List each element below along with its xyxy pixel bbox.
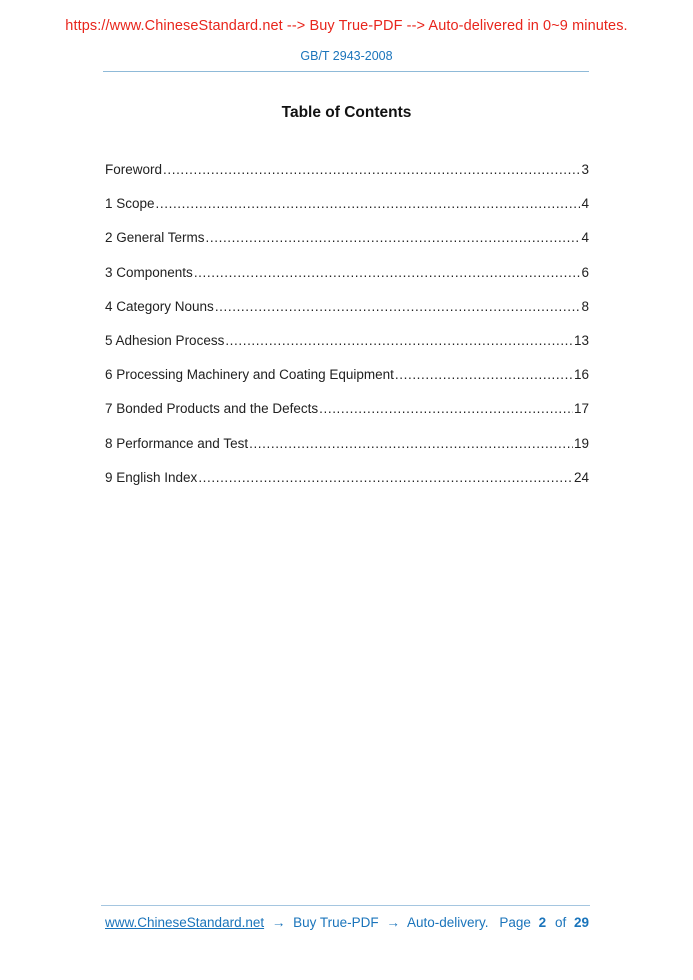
footer-promo bbox=[105, 915, 492, 930]
page-total: 29 bbox=[573, 915, 589, 930]
toc-entry-page: 4 bbox=[581, 230, 589, 246]
page-indicator bbox=[499, 915, 589, 930]
toc-entry bbox=[105, 402, 589, 416]
toc-entry-label: 5 Adhesion Process bbox=[105, 332, 225, 348]
toc-entry-page: 24 bbox=[573, 469, 589, 485]
toc-leader-dots bbox=[319, 402, 573, 416]
toc-entry bbox=[105, 471, 589, 485]
toc-entry bbox=[105, 197, 589, 211]
toc-entry-label: 6 Processing Machinery and Coating Equipment bbox=[105, 367, 394, 383]
toc-entry-label: 4 Category Nouns bbox=[105, 298, 214, 314]
footer-rule bbox=[101, 905, 590, 906]
toc-entry-page: 6 bbox=[581, 264, 589, 280]
toc-entry bbox=[105, 231, 589, 245]
toc-entry-label: 9 English Index bbox=[105, 469, 198, 485]
toc-leader-dots bbox=[225, 334, 573, 348]
toc-leader-dots bbox=[249, 437, 573, 451]
toc-leader-dots bbox=[215, 300, 581, 314]
toc-leader-dots bbox=[163, 163, 580, 177]
toc-entry-page: 13 bbox=[573, 332, 589, 348]
toc-entry-page: 19 bbox=[573, 435, 589, 451]
toc-entry-label: 2 General Terms bbox=[105, 230, 205, 246]
toc-entry-label: 7 Bonded Products and the Defects bbox=[105, 401, 319, 417]
toc-entry bbox=[105, 266, 589, 280]
toc-entry-page: 8 bbox=[581, 298, 589, 314]
promo-banner: https://www.ChineseStandard.net --> Buy True-PDF --> Auto-delivered in 0~9 minutes. bbox=[65, 18, 628, 34]
toc-entry bbox=[105, 334, 589, 348]
toc-leader-dots bbox=[156, 197, 581, 211]
page-label: Page bbox=[499, 915, 531, 930]
page-current: 2 bbox=[538, 915, 547, 930]
standard-code: GB/T 2943-2008 bbox=[300, 49, 393, 63]
page-of-label: of bbox=[554, 915, 567, 930]
toc-list bbox=[105, 163, 589, 505]
toc-leader-dots bbox=[206, 231, 581, 245]
toc-entry bbox=[105, 437, 589, 451]
toc-entry-page: 16 bbox=[573, 367, 589, 383]
arrow-right-icon: → bbox=[271, 915, 286, 930]
toc-entry-label: 3 Components bbox=[105, 264, 193, 280]
footer-site-link[interactable]: www.ChineseStandard.net bbox=[105, 915, 265, 930]
toc-entry-page: 4 bbox=[581, 196, 589, 212]
toc-entry-page: 17 bbox=[573, 401, 589, 417]
toc-entry-label: 1 Scope bbox=[105, 196, 155, 212]
footer-delivery-text: Auto-delivery. bbox=[406, 915, 489, 930]
toc-entry-page: 3 bbox=[581, 162, 589, 177]
header-rule bbox=[103, 71, 589, 72]
page-title: Table of Contents bbox=[281, 104, 412, 121]
toc-entry bbox=[105, 300, 589, 314]
toc-entry-label: 8 Performance and Test bbox=[105, 435, 249, 451]
toc-entry-label: Foreword bbox=[105, 162, 163, 177]
footer bbox=[105, 915, 589, 930]
arrow-right-icon: → bbox=[386, 915, 400, 930]
toc-leader-dots bbox=[194, 266, 581, 280]
toc-entry bbox=[105, 163, 589, 177]
toc-leader-dots bbox=[198, 471, 573, 485]
footer-buy-text: Buy True-PDF bbox=[293, 915, 379, 930]
toc-leader-dots bbox=[395, 368, 573, 382]
toc-entry bbox=[105, 368, 589, 382]
